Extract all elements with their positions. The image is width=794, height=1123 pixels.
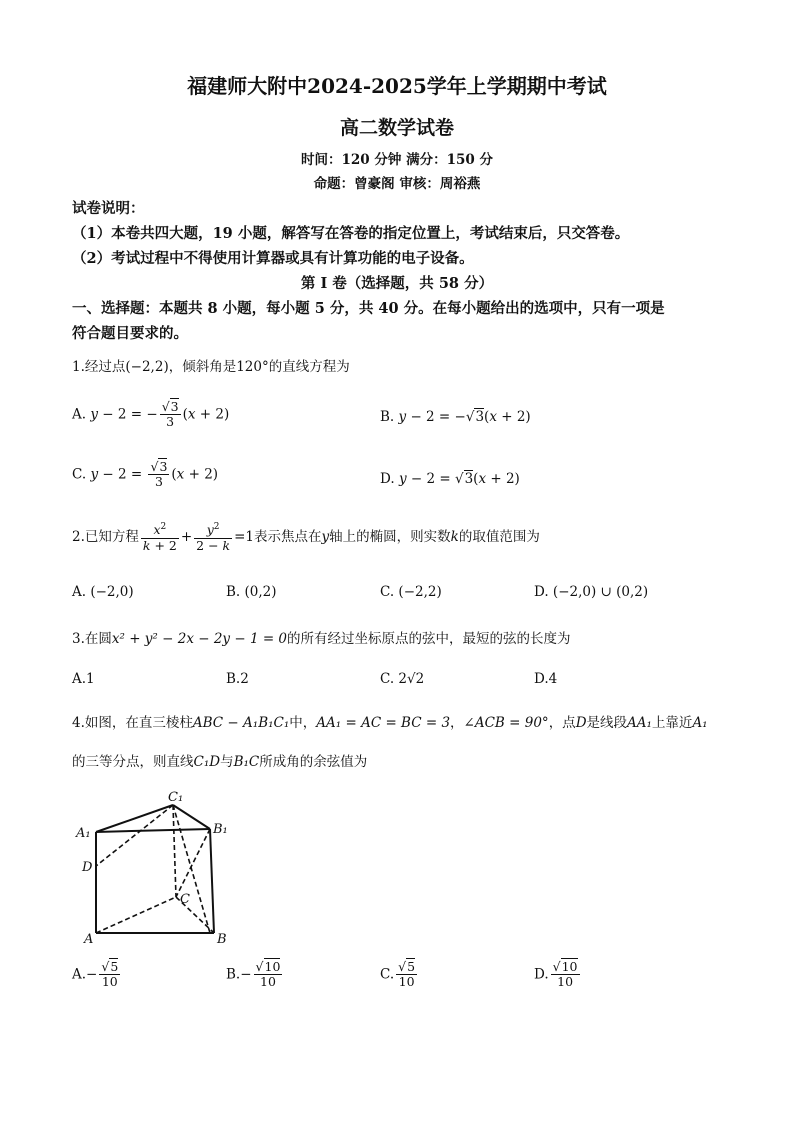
q4-segment: AA₁: [627, 715, 652, 731]
label-b: B: [217, 932, 227, 945]
prism-figure: [72, 785, 242, 945]
q4-line2-a: 的三等分点，则直线: [72, 754, 194, 770]
edge-b1b: [210, 829, 214, 933]
q4-a-label: A.: [72, 966, 87, 983]
question-1-stem: [72, 355, 350, 375]
q2-option-b[interactable]: B. (0,2): [226, 584, 277, 600]
q2-axis: y: [321, 528, 330, 545]
edge-ac: [96, 897, 176, 933]
q2-suffix-b: 轴上的椭圆，则实数: [329, 528, 451, 545]
edge-a1b1: [96, 829, 210, 832]
label-c1: C₁: [168, 790, 184, 805]
q4-point-d: D: [575, 715, 587, 731]
q4-line1-a: 4.如图，在直三棱柱: [72, 715, 193, 731]
label-a: A: [84, 932, 94, 945]
q3-prefix: 3.在圆: [72, 631, 112, 647]
edge-c1c: [173, 805, 176, 897]
q1-option-c[interactable]: C. y − 2 = $\frac{√3}{3}$ (x + 2): [72, 459, 219, 490]
q2-option-d[interactable]: D. (−2,0) ∪ (0,2): [534, 584, 649, 600]
q4-lengths: AA₁ = AC = BC = 3: [316, 715, 451, 731]
q3-suffix: 的所有经过坐标原点的弦中，最短的弦的长度为: [287, 631, 571, 647]
q4-c-label: C.: [380, 966, 395, 983]
time-score: 时间：120 分钟 满分：150 分: [301, 152, 493, 168]
q1-prefix: 1.经过点: [72, 359, 126, 375]
question-4-line1: [72, 711, 708, 731]
q4-line2-c: 所成角的余弦值为: [259, 754, 368, 770]
q3-equation: x² + y² − 2x − 2y − 1 = 0: [111, 631, 288, 647]
q4-line-b1c: B₁C: [233, 754, 260, 770]
instructions-heading: 试卷说明：: [72, 200, 145, 217]
q4-option-c[interactable]: C. $\frac{√5}{10}$: [380, 959, 416, 990]
q1-mid: ，倾斜角是: [168, 359, 237, 375]
line-c1d: [96, 805, 173, 866]
q4-prism: ABC − A₁B₁C₁: [192, 715, 290, 731]
q4-line1-e: 是线段: [586, 715, 628, 731]
q4-end: A₁: [692, 715, 708, 731]
q1-suffix: 的直线方程为: [268, 359, 350, 375]
q4-option-a[interactable]: A.− $\frac{√5}{10}$: [72, 959, 119, 990]
q4-line1-f: 上靠近: [651, 715, 693, 731]
instruction-2: （2）考试过程中不得使用计算器或具有计算功能的电子设备。: [72, 250, 474, 267]
q4-b-label: B.: [226, 966, 241, 983]
instruction-1: （1）本卷共四大题，19 小题，解答写在答卷的指定位置上，考试结束后，只交答卷。: [72, 225, 630, 242]
section-intro-line1: 一、选择题：本题共 8 小题，每小题 5 分，共 40 分。在每小题给出的选项中，只有一项是: [72, 300, 665, 317]
exam-subtitle: 高二数学试卷: [339, 117, 454, 139]
edge-c1b1: [173, 805, 210, 829]
q4-line2-b: 与: [220, 754, 234, 770]
question-3-stem: [72, 627, 571, 647]
q4-line1-b: 中，: [289, 715, 317, 731]
question-4-line2: [72, 750, 367, 770]
q2-suffix-c: 的取值范围为: [458, 528, 540, 545]
diag-c1b: [173, 805, 210, 933]
q3-option-b[interactable]: B.2: [226, 671, 249, 687]
q4-line1-c: ，: [450, 715, 464, 731]
label-b1: B₁: [213, 822, 228, 837]
q1-option-d[interactable]: D. y − 2 = √3(x + 2): [380, 471, 520, 487]
q3-option-a[interactable]: A.1: [72, 671, 95, 687]
q3-option-c[interactable]: C. 2√2: [380, 671, 425, 687]
q2-var: k: [450, 528, 459, 545]
q2-option-c[interactable]: C. (−2,2): [380, 584, 442, 600]
q2-suffix-a: =1表示焦点在: [234, 528, 322, 545]
q3-option-d[interactable]: D.4: [534, 671, 558, 687]
q2-prefix: 2.已知方程: [72, 528, 139, 545]
q4-option-b[interactable]: B.− $\frac{√10}{10}$: [226, 959, 281, 990]
q4-option-d[interactable]: D. $\frac{√10}{10}$: [534, 959, 578, 990]
q1-a-label: A.: [72, 406, 87, 423]
q2-option-a[interactable]: A. (−2,0): [72, 584, 134, 600]
q4-line1-d: ，点: [548, 715, 576, 731]
q1-option-a[interactable]: A. y − 2 = − $\frac{√3}{3}$ (x + 2): [72, 399, 230, 430]
q1-angle: 120°: [236, 359, 269, 375]
q1-b-label: B.: [380, 409, 395, 425]
q1-d-label: D.: [380, 471, 395, 487]
q1-option-b[interactable]: B. y − 2 = −√3(x + 2): [380, 409, 531, 425]
exam-title: 福建师大附中2024-2025学年上学期期中考试: [187, 74, 607, 98]
part1-heading: 第 I 卷（选择题，共 58 分）: [300, 275, 494, 292]
question-2-stem: 2.已知方程 $\frac{x^2}{k + 2}$ + $\frac{y^2}{2 - k}$ =1表示焦点在y轴上的椭圆，则实数k的取值范围为: [72, 522, 540, 553]
label-d: D: [82, 860, 93, 875]
edge-a1c1: [96, 805, 173, 832]
q4-angle: ∠ACB = 90°: [463, 715, 549, 731]
q1-point: (−2,2): [125, 359, 169, 375]
label-c: C: [180, 892, 190, 907]
q4-d-label: D.: [534, 966, 549, 983]
authors: 命题：曾豪阁 审核：周裕燕: [313, 176, 481, 192]
q1-c-label: C.: [72, 466, 87, 483]
q4-line-c1d: C₁D: [193, 754, 221, 770]
section-intro-line2: 符合题目要求的。: [72, 325, 188, 342]
label-a1: A₁: [76, 826, 91, 841]
line-b1c: [176, 829, 210, 897]
